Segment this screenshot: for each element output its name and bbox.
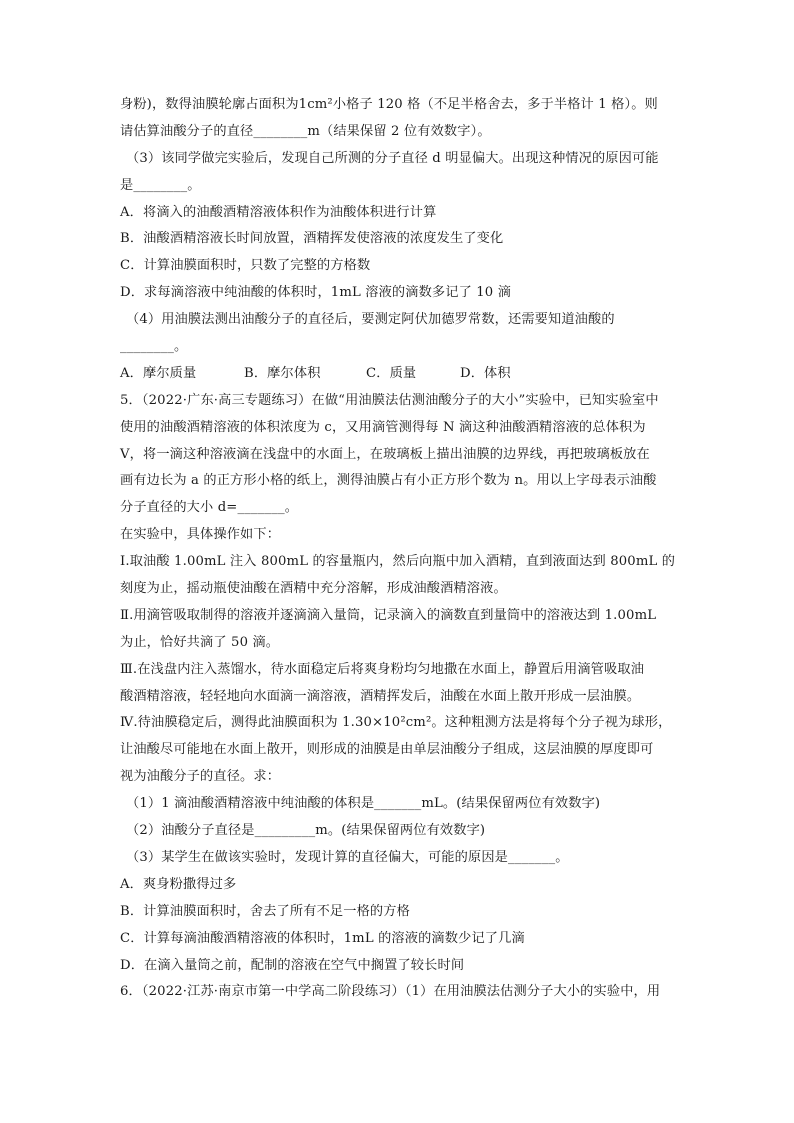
text-line: 是________。 [120,177,201,193]
text-line: C．计算每滴油酸酒精溶液的体积时，1mL 的溶液的滴数少记了几滴 [120,930,525,946]
question-6-header: 6．（2022·江苏·南京市第一中学高二阶段练习）（1）在用油膜法估测分子大小的实验中，用 [120,984,661,1000]
option-d: D．体积 [460,365,511,381]
text-line: B．计算油膜面积时，舍去了所有不足一格的方格 [120,903,410,919]
text-line: 视为油酸分子的直径。求： [120,769,281,785]
text-line: （3）该同学做完实验后，发现自己所测的分子直径 d 明显偏大。出现这种情况的原因可能 [126,150,659,166]
text-line: 为止，恰好共滴了 50 滴。 [120,634,280,650]
text-line: A．爽身粉撒得过多 [120,876,237,892]
text-line: 酸酒精溶液，轻轻地向水面滴一滴溶液，酒精挥发后，油酸在水面上散开形成一层油膜。 [120,688,641,704]
q4-options [120,361,680,388]
text-line: （2）油酸分子直径是_________m。(结果保留两位有效数字) [126,823,486,839]
text-line: Ⅱ.用滴管吸取制得的溶液并逐滴滴入量筒，记录滴入的滴数直到量筒中的溶液达到 1.00mL [120,607,657,623]
text-line: Ⅳ.待油膜稳定后，测得此油膜面积为 1.30×10²cm²。这种粗测方法是将每个分子视为球形， [120,715,672,731]
text-line: D．在滴入量筒之前，配制的溶液在空气中搁置了较长时间 [120,957,465,973]
text-line: （4）用油膜法测出油酸分子的直径后，要测定阿伏加德罗常数，还需要知道油酸的 [126,312,615,328]
text-line: （3）某学生在做该实验时，发现计算的直径偏大，可能的原因是_______。 [126,849,569,865]
text-line: 请估算油酸分子的直径________m（结果保留 2 位有效数字）。 [120,123,491,139]
text-line: 分子直径的大小 d=_______。 [120,500,299,516]
text-line: A．将滴入的油酸酒精溶液体积作为油酸体积进行计算 [120,204,437,220]
text-line: 刻度为止，摇动瓶使油酸在酒精中充分溶解，形成油酸酒精溶液。 [120,581,507,597]
text-line: 让油酸尽可能地在水面上散开，则形成的油膜是由单层油酸分子组成，这层油膜的厚度即可 [120,742,654,758]
text-line: 在实验中，具体操作如下： [120,527,281,543]
option-a: A．摩尔质量 [120,365,197,381]
text-line: 画有边长为 a 的正方形小格的纸上，测得油膜占有小正方形个数为 n。用以上字母表示油酸 [120,473,657,489]
text-line: B．油酸酒精溶液长时间放置，酒精挥发使溶液的浓度发生了变化 [120,231,504,247]
text-line: D．求每滴溶液中纯油酸的体积时，1mL 溶液的滴数多记了 10 滴 [120,285,512,301]
text-line: Ⅰ.取油酸 1.00mL 注入 800mL 的容量瓶内，然后向瓶中加入酒精，直到液面达到 800mL 的 [120,554,676,570]
text-line: C．计算油膜面积时，只数了完整的方格数 [120,258,371,274]
question-text [120,92,680,1006]
text-line: Ⅲ.在浅盘内注入蒸馏水，待水面稳定后将爽身粉均匀地撒在水面上，静置后用滴管吸取油 [120,661,645,677]
text-line: 身粉)，数得油膜轮廓占面积为1cm²小格子 120 格（不足半格舍去，多于半格计 1 格）。则 [120,97,658,112]
text-line: 使用的油酸酒精溶液的体积浓度为 c，又用滴管测得每 N 滴这种油酸酒精溶液的总体积为 [120,419,646,435]
question-5-header: 5．（2022·广东·高三专题练习）在做“用油膜法估测油酸分子的大小”实验中，已知实验室中 [120,392,659,408]
text-line: ________。 [120,339,188,355]
text-line: （1）1 滴油酸酒精溶液中纯油酸的体积是_______mL。(结果保留两位有效数字) [126,796,601,812]
option-b: B．摩尔体积 [244,365,321,381]
text-line: V，将一滴这种溶液滴在浅盘中的水面上，在玻璃板上描出油膜的边界线，再把玻璃板放在 [120,446,650,462]
option-c: C．质量 [366,365,417,381]
